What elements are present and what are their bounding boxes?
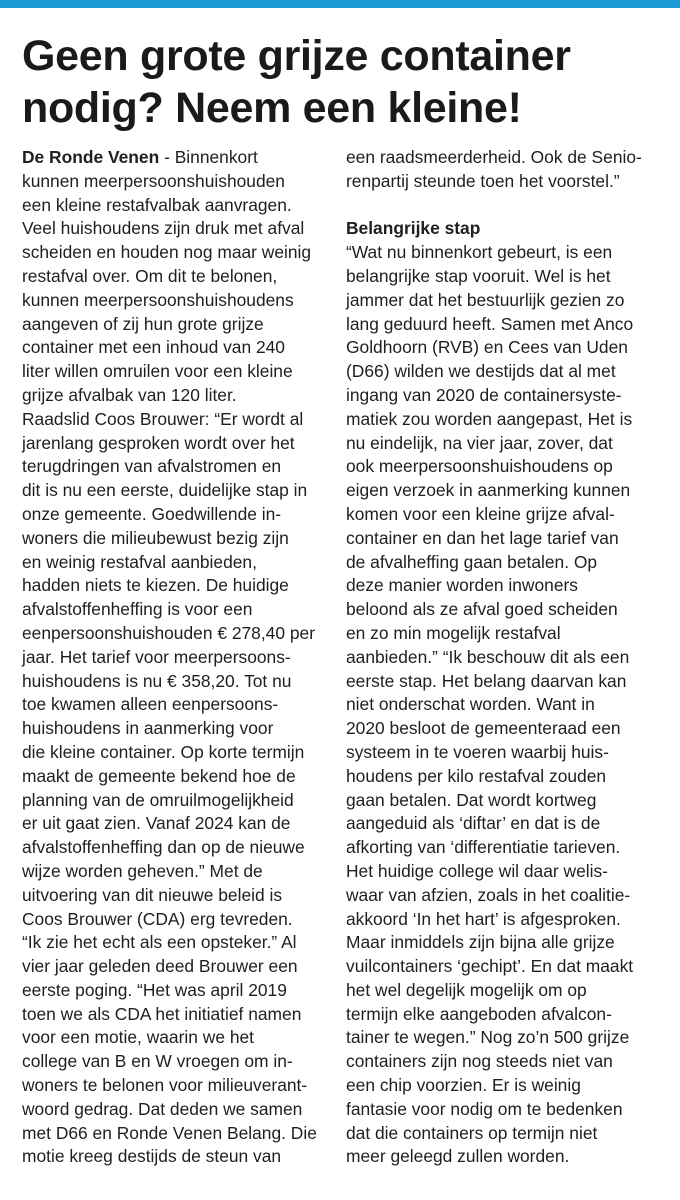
text-line: dit is nu een eerste, duidelijke stap in	[22, 480, 308, 501]
text-line: eerste stap. Het belang daarvan kan	[346, 670, 627, 691]
text-line: eigen verzoek in aanmerking kunnen	[346, 480, 631, 501]
text-line: planning van de omruilmogelijkheid	[22, 789, 294, 810]
text-line: Maar inmiddels zijn bijna alle grijze	[346, 932, 615, 953]
text-line: fantasie voor nodig om te bedenken	[346, 1098, 623, 1119]
text-line: eerste poging. “Het was april 2019	[22, 979, 287, 1000]
text-line: toen we als CDA het initiatief namen	[22, 1003, 302, 1024]
text-line: onze gemeente. Goedwillende in-	[22, 503, 282, 524]
text-line: “Wat nu binnenkort gebeurt, is een	[346, 242, 613, 263]
text-line: ook meerpersoonshuishoudens op	[346, 456, 613, 477]
text-line: toe kwamen alleen eenpersoons-	[22, 694, 279, 715]
text-line: woners die milieubewust bezig zijn	[22, 527, 289, 548]
text-line: nu eindelijk, na vier jaar, zover, dat	[346, 432, 613, 453]
article-column-right	[346, 146, 662, 1169]
text-line: wijze worden geheven.” Met de	[22, 860, 263, 881]
text-line: er uit gaat zien. Vanaf 2024 kan de	[22, 813, 291, 834]
text-line: vuilcontainers ‘gechipt’. En dat maakt	[346, 956, 634, 977]
text-line: gaan betalen. Dat wordt kortweg	[346, 789, 597, 810]
text-line: een chip voorzien. Er is weinig	[346, 1075, 581, 1096]
text-line: het wel degelijk mogelijk om op	[346, 979, 587, 1000]
text-line: eenpersoonshuishouden € 278,40 per	[22, 622, 315, 643]
headline	[22, 30, 662, 134]
text-line: Goldhoorn (RVB) en Cees van Uden	[346, 337, 628, 358]
first-line	[22, 146, 338, 170]
text-line: houdens per kilo restafval zouden	[346, 765, 607, 786]
text-line: kunnen meerpersoonshuishoudens	[22, 289, 294, 310]
text-line: woners te belonen voor milieuverant-	[22, 1075, 308, 1096]
text-line: liter willen omruilen voor een kleine	[22, 361, 293, 382]
text-line: meer geleegd zullen worden.	[346, 1146, 570, 1167]
text-line: aangeduid als ‘diftar’ en dat is de	[346, 813, 601, 834]
text-line: maakt de gemeente bekend hoe de	[22, 765, 296, 786]
text-line: “Ik zie het echt als een opsteker.” Al	[22, 932, 297, 953]
text-line: met D66 en Ronde Venen Belang. Die	[22, 1122, 317, 1143]
text-line: grijze afvalbak van 120 liter.	[22, 384, 237, 405]
text-line: niet onderschat worden. Want in	[346, 694, 595, 715]
text-line: akkoord ‘In het hart’ is afgesproken.	[346, 908, 621, 929]
paragraph-gap	[346, 194, 662, 218]
text-line: beloond als ze afval goed scheiden	[346, 599, 618, 620]
text-line: aangeven of zij hun grote grijze	[22, 313, 264, 334]
first-line-rest: - Binnenkort	[159, 147, 258, 167]
text-line: belangrijke stap vooruit. Wel is het	[346, 265, 611, 286]
accent-top-rule	[0, 0, 680, 8]
text-line: termijn elke aangeboden afvalcon-	[346, 1003, 612, 1024]
text-line: vier jaar geleden deed Brouwer een	[22, 956, 298, 977]
text-line: 2020 besloot de gemeenteraad een	[346, 718, 621, 739]
text-line: een kleine restafvalbak aanvragen.	[22, 194, 292, 215]
text-line: dat die containers op termijn niet	[346, 1122, 598, 1143]
text-line: de afvalheffing gaan betalen. Op	[346, 551, 598, 572]
text-line: een raadsmeerderheid. Ook de Senio-	[346, 147, 642, 167]
text-line: college van B en W vroegen om in-	[22, 1051, 293, 1072]
text-line: komen voor een kleine grijze afval-	[346, 503, 615, 524]
text-line: woord gedrag. Dat deden we samen	[22, 1098, 303, 1119]
text-line: huishoudens in aanmerking voor	[22, 718, 274, 739]
text-line: renpartij steunde toen het voorstel.”	[346, 170, 620, 191]
location-dateline: De Ronde Venen	[22, 147, 160, 167]
text-line: huishoudens is nu € 358,20. Tot nu	[22, 670, 292, 691]
text-line: container met een inhoud van 240	[22, 337, 285, 358]
text-line: deze manier worden inwoners	[346, 575, 578, 596]
text-line: voor een motie, waarin we het	[22, 1027, 254, 1048]
text-line: ingang van 2020 de containersyste-	[346, 384, 622, 405]
text-line: restafval over. Om dit te belonen,	[22, 265, 278, 286]
text-line: systeem in te voeren waarbij huis-	[346, 741, 609, 762]
text-line: en zo min mogelijk restafval	[346, 622, 561, 643]
text-line: motie kreeg destijds de steun van	[22, 1146, 282, 1167]
text-line: waar van afzien, zoals in het coalitie-	[346, 884, 631, 905]
text-line: scheiden en houden nog maar weinig	[22, 242, 312, 263]
text-line: kunnen meerpersoonshuishouden	[22, 170, 285, 191]
text-line: (D66) wilden we destijds dat al met	[346, 361, 616, 382]
text-line: afvalstoffenheffing dan op de nieuwe	[22, 837, 305, 858]
headline-line: Geen grote grijze container	[22, 32, 571, 80]
text-line: containers zijn nog steeds niet van	[346, 1051, 613, 1072]
text-line: hadden niets te kiezen. De huidige	[22, 575, 289, 596]
text-line: Raadslid Coos Brouwer: “Er wordt al	[22, 408, 304, 429]
text-line: Het huidige college wil daar welis-	[346, 860, 608, 881]
text-line: matiek zou worden aangepast, Het is	[346, 408, 633, 429]
article-column-left	[22, 146, 338, 1169]
text-line: en weinig restafval aanbieden,	[22, 551, 257, 572]
text-line: die kleine container. Op korte termijn	[22, 741, 305, 762]
text-line: afvalstoffenheffing is voor een	[22, 599, 253, 620]
text-line: jarenlang gesproken wordt over het	[22, 432, 295, 453]
headline-line: nodig? Neem een kleine!	[22, 84, 522, 132]
text-line: jaar. Het tarief voor meerpersoons-	[22, 646, 291, 667]
text-line: afkorting van ‘differentiatie tarieven.	[346, 837, 621, 858]
text-line: container en dan het lage tarief van	[346, 527, 619, 548]
text-line: aanbieden.” “Ik beschouw dit als een	[346, 646, 630, 667]
text-line: uitvoering van dit nieuwe beleid is	[22, 884, 283, 905]
text-line: Coos Brouwer (CDA) erg tevreden.	[22, 908, 293, 929]
text-line: jammer dat het bestuurlijk gezien zo	[346, 289, 625, 310]
subheading: Belangrijke stap	[346, 218, 481, 239]
text-line: lang geduurd heeft. Samen met Anco	[346, 313, 634, 334]
text-line: Veel huishoudens zijn druk met afval	[22, 218, 305, 239]
text-line: terugdringen van afvalstromen en	[22, 456, 282, 477]
text-line: tainer te wegen.” Nog zo’n 500 grijze	[346, 1027, 630, 1048]
